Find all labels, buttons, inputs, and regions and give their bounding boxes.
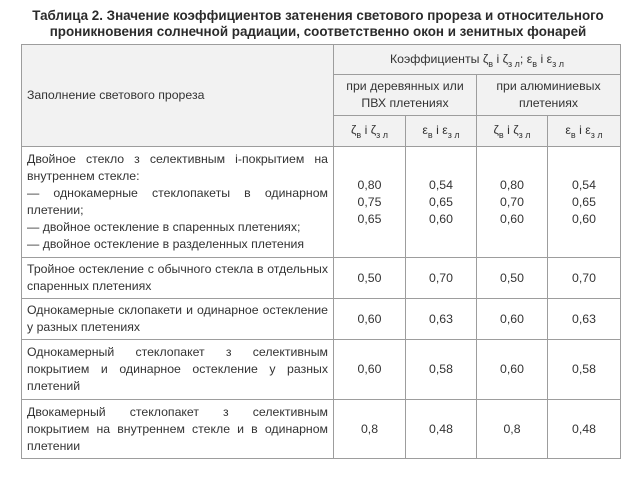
value-cell: 0,60 [477,340,548,400]
table-row [22,147,621,258]
header-coefficients-cell: Коэффициенты $\zeta_в$ і $\zeta_{з л}$; $\varepsilon_в$ і $\varepsilon_{з л}$ [334,45,621,75]
value-cell: 0,8 [334,400,406,459]
header-group-wood: при деревянных или ПВХ плетениях [334,75,477,116]
coefficients-table [21,44,621,459]
value-cell: 0,60 [477,299,548,340]
table-row [22,258,621,299]
value-cell: 0,80 0,70 0,60 [477,147,548,258]
value-cell: 0,60 [334,340,406,400]
header-col-zeta-alum: $\zeta_в$ і $\zeta_{з л}$ [477,116,548,147]
title-line-2: проникновения солнечной радиации, соответственно окон и зенитных фонарей [49,24,587,39]
value-cell: 0,50 [334,258,406,299]
value-cell: 0,63 [548,299,621,340]
value-cell: 0,54 0,65 0,60 [406,147,477,258]
header-row-1 [22,45,621,75]
value-cell: 0,70 [548,258,621,299]
value-cell: 0,50 [477,258,548,299]
row-line: — двойное остекление в разделенных плетения [27,237,305,251]
value-cell: 0,48 [548,400,621,459]
table-row [22,340,621,400]
header-col-eps-alum: $\varepsilon_в$ і $\varepsilon_{з л}$ [548,116,621,147]
header-group-aluminium: при алюминиевых плетениях [477,75,621,116]
title-line-1: Таблица 2. Значение коэффициентов затенения светового прореза и относительного [32,8,604,23]
value-cell: 0,8 [477,400,548,459]
value-cell: 0,80 0,75 0,65 [334,147,406,258]
row-description: Тройное остекление с обычного стекла в отдельных спаренных плетениях [22,258,334,299]
row-description: Однокамерный стеклопакет з селективным покрытием и одинарное остекление у разных плетений [22,340,334,400]
row-description: Двокамерный стеклопакет з селективным покрытием на внутреннем стекле и в одинарном плетении [22,400,334,459]
value-cell: 0,70 [406,258,477,299]
header-col-zeta-wood: $\zeta_в$ і $\zeta_{з л}$ [334,116,406,147]
row-line: Двойное стекло з селективным і-покрытием на внутреннем стекле: [27,152,328,183]
header-col-eps-wood: $\varepsilon_в$ і $\varepsilon_{з л}$ [406,116,477,147]
table-title [18,8,618,40]
value-cell: 0,58 [406,340,477,400]
header-row-label: Заполнение светового прореза [27,88,205,102]
row-description [22,147,334,258]
value-cell: 0,63 [406,299,477,340]
row-line: — двойное остекление в спаренных плетениях; [27,220,301,234]
value-cell: 0,48 [406,400,477,459]
value-cell: 0,58 [548,340,621,400]
header-row-label-cell [22,45,334,147]
row-description: Однокамерные склопакети и одинарное остекление у разных плетениях [22,299,334,340]
value-cell: 0,54 0,65 0,60 [548,147,621,258]
table-row [22,400,621,459]
table-row [22,299,621,340]
row-line: — однокамерные стеклопакеты в одинарном плетении; [27,186,328,217]
value-cell: 0,60 [334,299,406,340]
